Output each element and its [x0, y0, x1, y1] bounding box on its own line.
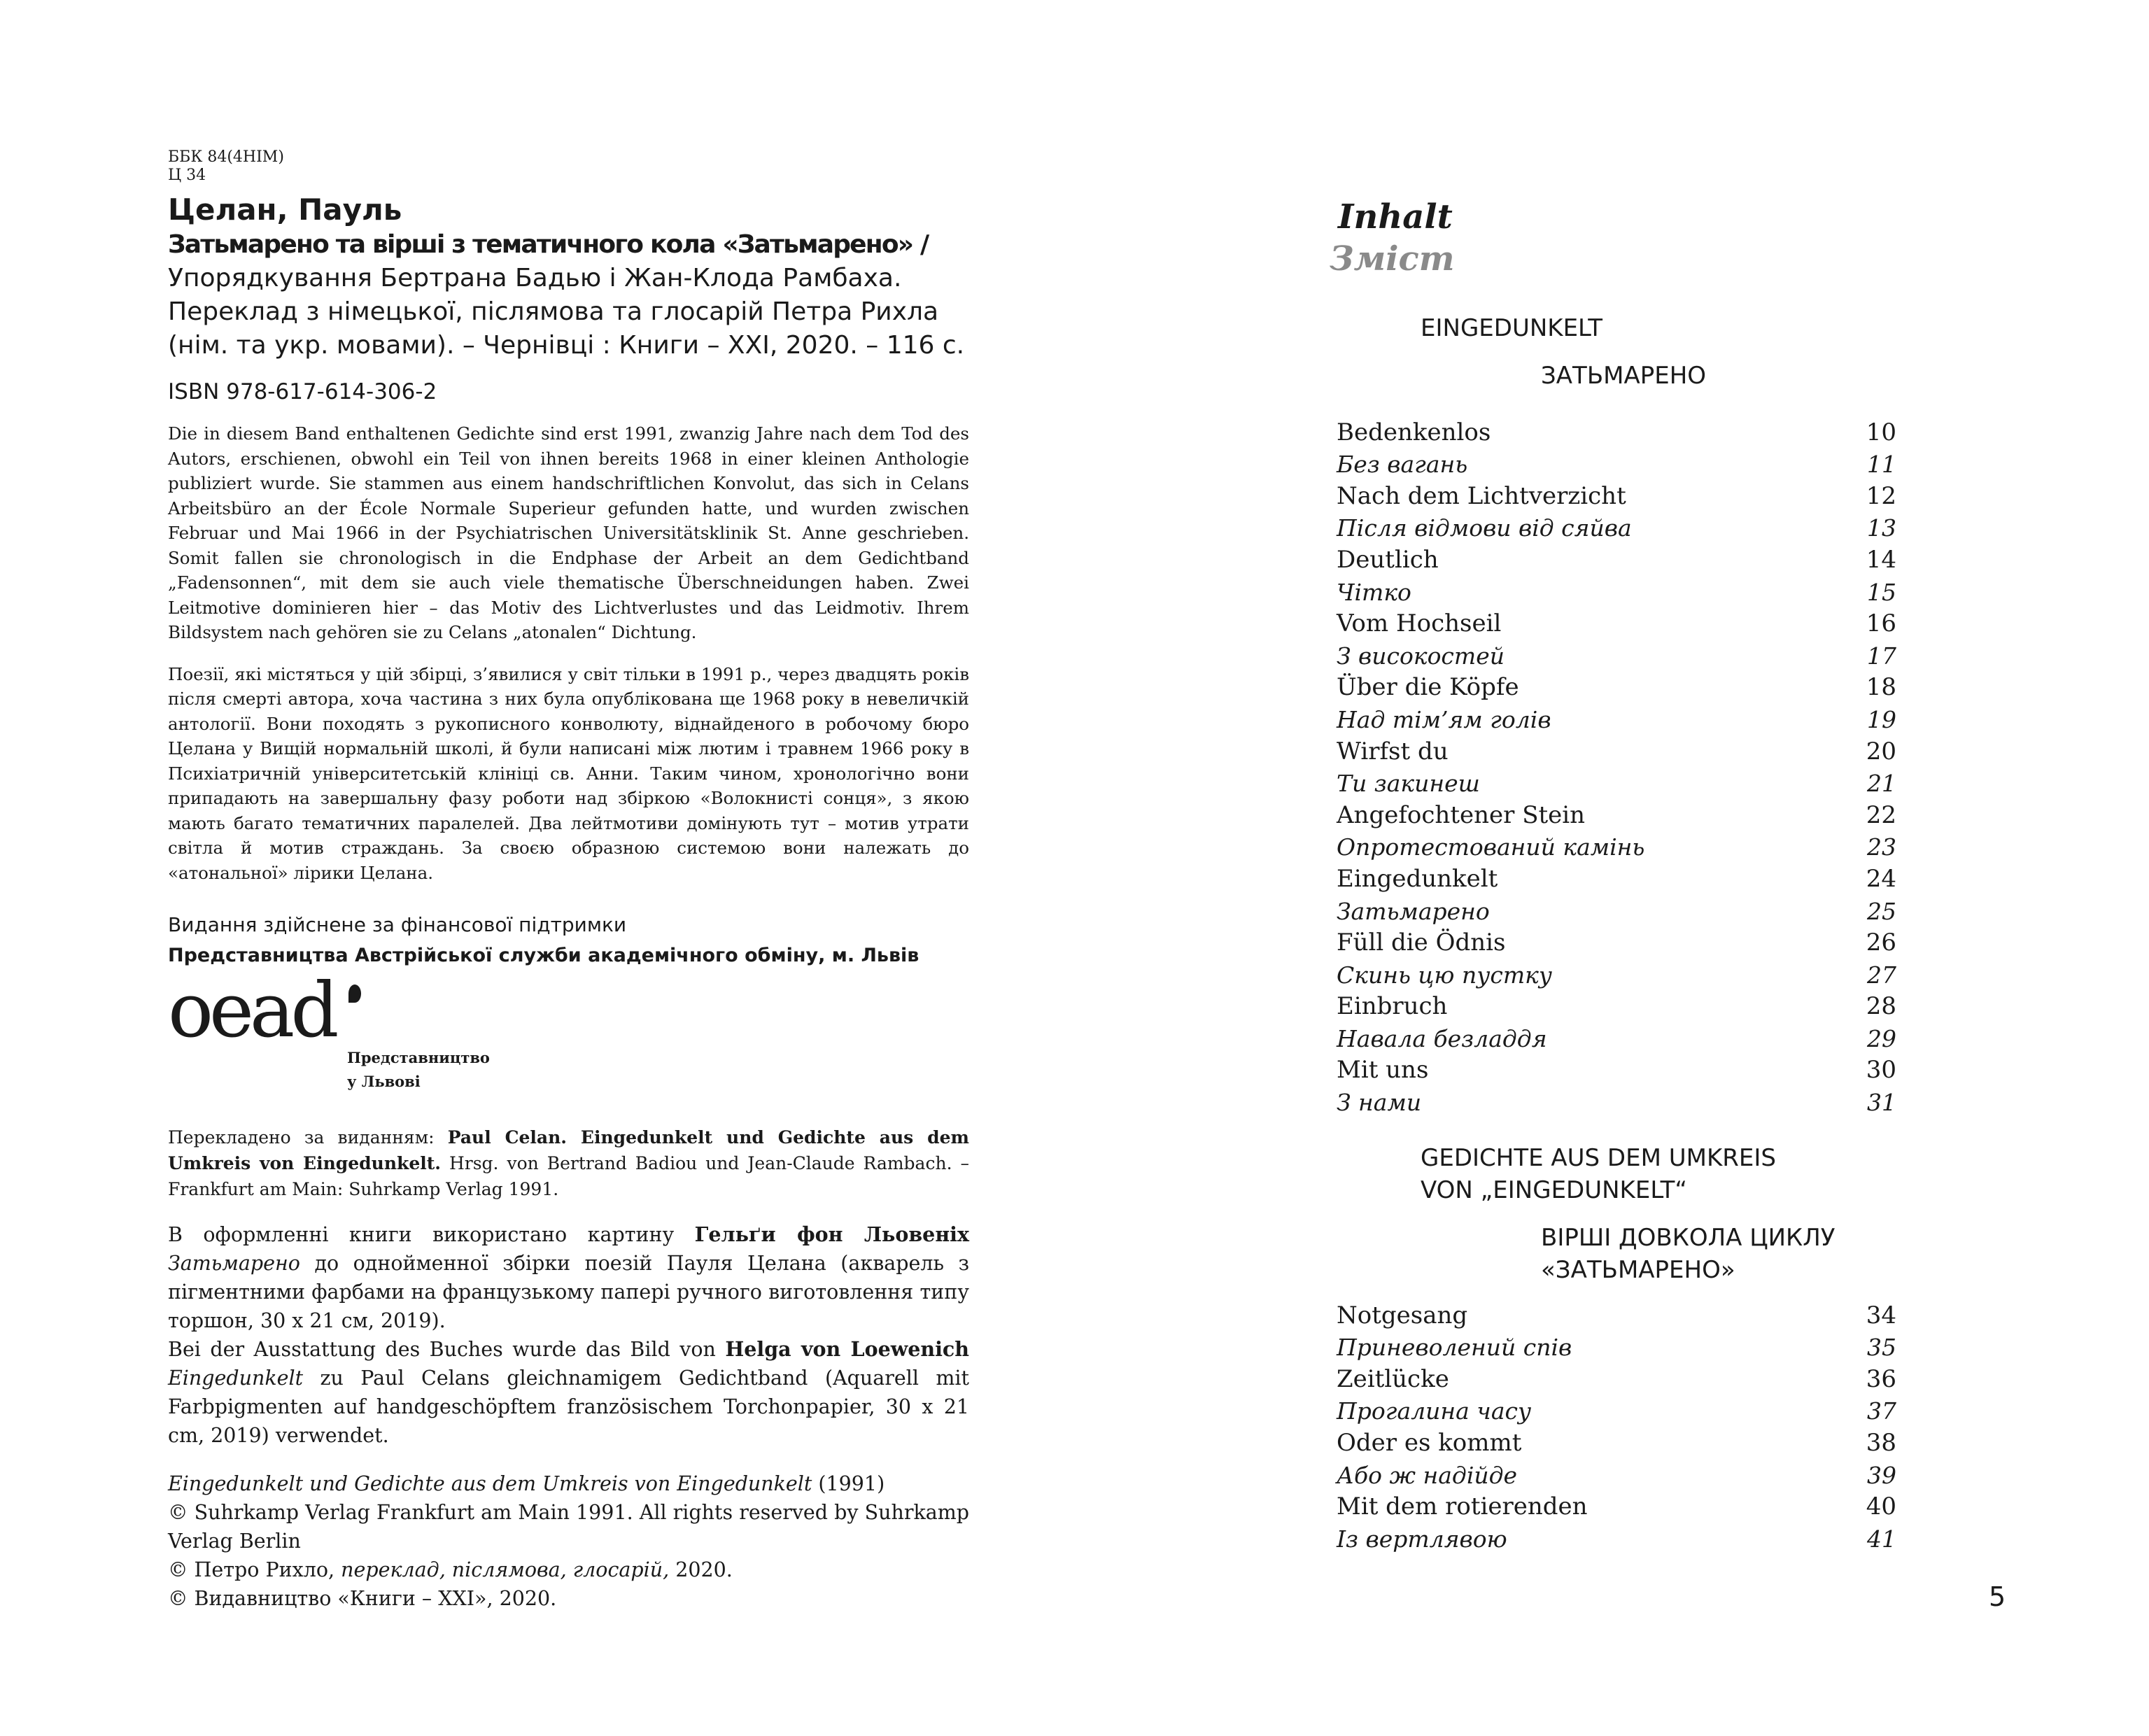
cover-note-uk-rest: до однойменної збірки поезій Пауля Целана (акварель з пігментними фарбами на французькому папері ручного виготовлення типу торшон, 30 х 21 см, 2019). — [168, 1252, 969, 1332]
bbk-code: ББК 84(4НІМ) — [168, 148, 284, 166]
annotation-german: Die in diesem Band enthaltenen Gedichte sind erst 1991, zwanzig Jahre nach dem Tod des Autors, erschienen, obwohl ein Teil von ihnen bereits 1968 in einer kleinen Anthologie publiziert wurde. Sie stammen aus einem handschriftlichen Konvolut, das sich in Celans Arbeitsbüro an der École Normale Superieur gefunden hatte, und wurden zwischen Februar und Mai 1966 in der Psychiatrischen Universitätsklinik St. Anne geschrieben. Somit fallen sie chronologisch in die Endphase der Arbeit an dem Gedichtband „Fadensonnen“, mit dem sie auch viele thematische Überschneidungen haben. Zwei Leitmotive dominieren hier – das Motiv des Lichtverlustes und das Leidmotiv. Ihrem Bildsystem nach gehören sie zu Celans „atonalen“ Dichtung. — [168, 423, 969, 642]
toc-entry — [1337, 1052, 1896, 1085]
toc-entry-page: 28 — [1866, 992, 1896, 1021]
toc-entry-title: Навала безладдя — [1337, 1024, 1547, 1052]
toc-entry-title: Прогалина часу — [1337, 1397, 1532, 1425]
toc-entry-page: 23 — [1867, 833, 1896, 861]
toc-entry-title: Ти закинеш — [1337, 770, 1480, 798]
toc-entry-title: Або ж надійде — [1337, 1461, 1518, 1489]
toc-entry-title: Angefochtener Stein — [1337, 800, 1586, 829]
toc-entry — [1337, 542, 1896, 574]
toc-entry-title: Vom Hochseil — [1337, 609, 1502, 638]
original-title: Eingedunkelt und Gedichte aus dem Umkreis von Eingedunkelt — [168, 1472, 812, 1495]
book-title — [168, 228, 969, 262]
toc-section-2 — [1337, 1297, 1896, 1553]
toc-entry-page: 22 — [1866, 800, 1896, 829]
toc-entry-title: З нами — [1337, 1089, 1422, 1117]
page-number: 5 — [1989, 1581, 2006, 1612]
toc-entry-title: Приневолений спів — [1337, 1334, 1572, 1362]
toc-entry — [1337, 957, 1896, 989]
toc-entry — [1337, 1489, 1896, 1521]
toc-entry-page: 12 — [1866, 481, 1896, 510]
painting-title-de: Eingedunkelt — [168, 1367, 304, 1390]
translated-source-rest: Hrsg. von Bertrand Badiou und Jean-Claude Rambach. – Frankfurt am Main: Suhrkamp Verlag 1991. — [168, 1153, 969, 1199]
toc-entry — [1337, 478, 1896, 510]
toc-entry — [1337, 989, 1896, 1021]
cutter-code: Ц 34 — [168, 167, 206, 184]
toc-entry-title: Mit uns — [1337, 1056, 1429, 1085]
cover-note-german — [168, 1335, 969, 1450]
contents-heading-uk: Зміст — [1330, 239, 1455, 278]
copyright-translator-name: © Петро Рихло, — [168, 1558, 341, 1581]
toc-entry-title: Füll die Ödnis — [1337, 929, 1506, 957]
oead-caption-line-2: у Львові — [347, 1073, 421, 1090]
toc-entry-page: 24 — [1866, 864, 1896, 893]
toc-entry-title: Deutlich — [1337, 545, 1439, 574]
toc-entry-title: Bedenkenlos — [1337, 418, 1491, 446]
toc-entry — [1337, 701, 1896, 733]
original-year: (1991) — [812, 1472, 885, 1495]
section1-title-de: EINGEDUNKELT — [1421, 314, 1603, 342]
toc-entry — [1337, 1329, 1896, 1362]
cover-note-ukrainian — [168, 1220, 969, 1335]
toc-entry-page: 26 — [1866, 929, 1896, 957]
toc-section-1 — [1337, 414, 1896, 1116]
copyright-publisher: © Видавництво «Книги – ХХІ», 2020. — [168, 1587, 557, 1610]
toc-entry — [1337, 1361, 1896, 1393]
toc-entry-page: 34 — [1866, 1301, 1896, 1329]
oead-logo-comma-icon — [348, 985, 361, 1003]
toc-entry-page: 30 — [1866, 1056, 1896, 1085]
toc-entry — [1337, 733, 1896, 765]
copyright-translator-role: переклад, післямова, глосарій, — [341, 1558, 670, 1581]
toc-entry — [1337, 637, 1896, 670]
toc-entry-page: 31 — [1867, 1089, 1896, 1117]
toc-entry-page: 29 — [1867, 1024, 1896, 1052]
cover-note-de-text: Bei der Ausstattung des Buches wurde das Bild von — [168, 1338, 726, 1361]
toc-entry — [1337, 510, 1896, 542]
toc-entry-title: Eingedunkelt — [1337, 864, 1498, 893]
toc-entry-title: Nach dem Lichtverzicht — [1337, 481, 1626, 510]
artist-name-de: Helga von Loewenich — [725, 1337, 970, 1361]
toc-entry-page: 17 — [1867, 642, 1896, 670]
toc-entry-page: 41 — [1867, 1525, 1896, 1553]
artist-name-uk: Гельґи фон Льовеніх — [694, 1222, 969, 1246]
oead-caption-line-1: Представництво — [347, 1049, 490, 1066]
copyright-block — [168, 1469, 969, 1613]
toc-entry-page: 36 — [1866, 1364, 1896, 1393]
toc-entry-page: 40 — [1866, 1492, 1896, 1521]
author-name: Целан, Пауль — [168, 192, 402, 227]
toc-entry-title: Mit dem rotierenden — [1337, 1492, 1588, 1521]
toc-entry — [1337, 829, 1896, 861]
oead-logo-caption — [347, 1046, 490, 1094]
section2-title-de-2: VON „EINGEDUNKELT“ — [1421, 1176, 1687, 1204]
toc-entry-title: Після відмови від сяйва — [1337, 514, 1632, 542]
annotation-ukrainian: Поезії, які містяться у цій збірці, з’явилися у світ тільки в 1991 р., через двадцять років після смерті автора, хоча частина з них була опублікована ще 1968 року в невеличкій антології. Вони походять з рукописного конволюту, віднайденого в робочому бюро Целана у Вищій нормальній школі, й були написані між лютим і травнем 1966 року в Психіатричній університетській клініці св. Анни. Таким чином, хронологічно вони припадають на завершальну фазу роботи над збіркою «Волокнисті сонця», з якою мають багато тематичних паралелей. Два лейтмотиви домінують тут – мотив утрати світла й мотив страждань. За своєю образною системою вони належать до «атональної» лірики Целана. — [168, 663, 969, 883]
toc-entry-title: Затьмарено — [1337, 897, 1490, 925]
toc-entry — [1337, 1457, 1896, 1489]
isbn: ISBN 978-617-614-306-2 — [168, 379, 437, 404]
toc-entry-title: Über die Köpfe — [1337, 673, 1519, 702]
title-rest-2: Переклад з німецької, післямова та глосарій Петра Рихла — [168, 297, 939, 326]
oead-logo-word: oead — [168, 967, 335, 1054]
toc-entry-page: 15 — [1867, 578, 1896, 606]
section1-title-uk: ЗАТЬМАРЕНО — [1541, 362, 1707, 390]
toc-entry-page: 18 — [1866, 673, 1896, 702]
left-page — [0, 0, 1071, 1736]
section2-title-uk-1: ВІРШІ ДОВКОЛА ЦИКЛУ — [1541, 1224, 1836, 1252]
toc-entry — [1337, 797, 1896, 829]
toc-entry-page: 25 — [1867, 897, 1896, 925]
toc-entry-page: 14 — [1866, 545, 1896, 574]
copyright-translator-year: 2020. — [669, 1558, 733, 1581]
toc-entry — [1337, 1393, 1896, 1425]
toc-entry — [1337, 893, 1896, 925]
toc-entry-title: Опротестований камінь — [1337, 833, 1645, 861]
cover-note — [168, 1220, 969, 1450]
toc-entry-page: 19 — [1867, 705, 1896, 733]
toc-entry-title: Notgesang — [1337, 1301, 1468, 1329]
toc-entry-title: Скинь цю пустку — [1337, 961, 1552, 989]
toc-entry-page: 20 — [1866, 737, 1896, 765]
toc-entry-title: Без вагань — [1337, 451, 1468, 479]
imprint-column — [168, 148, 969, 1613]
toc-entry-title: Над тім’ям голів — [1337, 705, 1551, 733]
toc-entry-title: Zeitlücke — [1337, 1364, 1449, 1393]
toc-entry — [1337, 606, 1896, 638]
toc-entry-page: 16 — [1866, 609, 1896, 638]
toc-entry-page: 13 — [1867, 514, 1896, 542]
toc-entry-title: Із вертлявою — [1337, 1525, 1507, 1553]
toc-entry-page: 38 — [1866, 1428, 1896, 1457]
copyright-translator — [168, 1555, 969, 1584]
toc-entry-page: 27 — [1867, 961, 1896, 989]
toc-entry — [1337, 1084, 1896, 1116]
toc-entry — [1337, 446, 1896, 479]
original-edition — [168, 1469, 969, 1498]
cover-note-de-rest: zu Paul Celans gleichnamigem Gedichtband (Aquarell mit Farbpigmenten auf handgeschöpftem französischem Torchonpapier, 30 x 21 cm, 2019) verwendet. — [168, 1367, 969, 1447]
toc-entry-title: Oder es kommt — [1337, 1428, 1522, 1457]
toc-entry-title: Einbruch — [1337, 992, 1448, 1021]
toc-entry — [1337, 574, 1896, 606]
translated-prefix: Перекладено за виданням: — [168, 1127, 448, 1148]
toc-entry-page: 11 — [1867, 451, 1896, 479]
oead-logo — [168, 967, 969, 1090]
support-organization: Представництва Австрійської служби академічного обміну, м. Львів — [168, 945, 920, 966]
toc-entry-page: 37 — [1867, 1397, 1896, 1425]
toc-entry-page: 10 — [1866, 418, 1896, 446]
toc-entry — [1337, 670, 1896, 702]
toc-entry — [1337, 765, 1896, 798]
toc-entry-page: 21 — [1867, 770, 1896, 798]
cover-note-uk-text: В оформленні книги використано картину — [168, 1223, 695, 1246]
translated-from — [168, 1124, 969, 1202]
toc-entry-page: 39 — [1867, 1461, 1896, 1489]
book-title-bold: Затьмарено та вірші з тематичного кола «Затьмарено» / — [168, 230, 929, 259]
title-rest-3: (нім. та укр. мовами). – Чернівці : Книги – ХХІ, 2020. – 116 с. — [168, 331, 965, 360]
title-rest-1: Упорядкування Бертрана Бадью і Жан-Клода Рамбаха. — [168, 264, 902, 292]
section2-title-uk-2: «ЗАТЬМАРЕНО» — [1541, 1256, 1735, 1284]
toc-entry — [1337, 1297, 1896, 1329]
toc-entry — [1337, 414, 1896, 446]
toc-entry-title: Wirfst du — [1337, 737, 1449, 765]
toc-entry — [1337, 1425, 1896, 1457]
painting-title-uk: Затьмарено — [168, 1252, 300, 1275]
toc-entry — [1337, 925, 1896, 957]
toc-entry-title: З високостей — [1337, 642, 1505, 670]
section2-title-de-1: GEDICHTE AUS DEM UMKREIS — [1421, 1144, 1776, 1172]
support-line: Видання здійснене за фінансової підтримки — [168, 913, 627, 936]
translated-source-title: Paul Celan. Eingedunkelt und Gedichte aus dem Umkreis von Eingedunkelt. — [168, 1127, 969, 1173]
contents-heading-de: Inhalt — [1338, 197, 1453, 237]
copyright-suhrkamp: © Suhrkamp Verlag Frankfurt am Main 1991. All rights reserved by Suhrkamp Verlag Berlin — [168, 1501, 969, 1553]
toc-entry-title: Чітко — [1337, 578, 1411, 606]
toc-entry — [1337, 1520, 1896, 1553]
toc-entry-page: 35 — [1867, 1334, 1896, 1362]
toc-entry — [1337, 1020, 1896, 1052]
toc-entry — [1337, 861, 1896, 893]
